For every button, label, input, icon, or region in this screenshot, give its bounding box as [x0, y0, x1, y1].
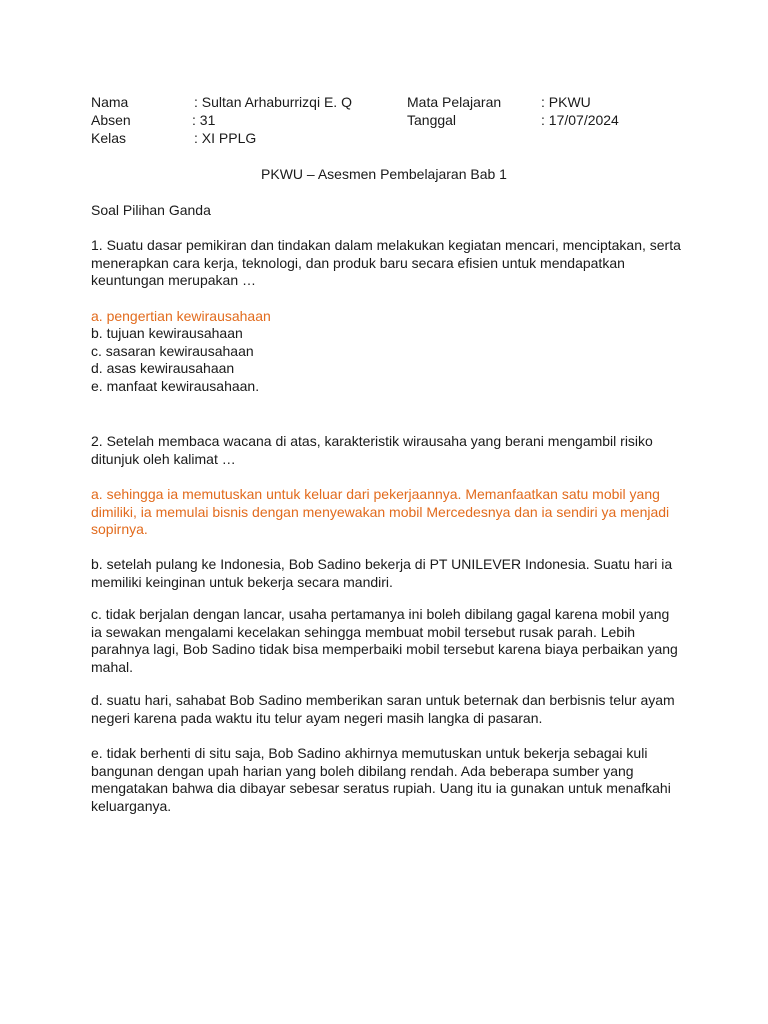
- q2-option-d: d. suatu hari, sahabat Bob Sadino memberikan saran untuk beternak dan berbisnis telur ayam negeri karena pada waktu itu telur ayam negeri masih langka di pasaran.: [91, 692, 675, 726]
- nama-label: Nama: [91, 94, 129, 110]
- kelas-label: Kelas: [91, 130, 127, 146]
- absen-value: : 31: [192, 112, 216, 128]
- q1-option-b: b. tujuan kewirausahaan: [91, 325, 243, 341]
- question-1: 1. Suatu dasar pemikiran dan tindakan dalam melakukan kegiatan mencari, menciptakan, serta menerapkan cara kerja, teknologi, dan produk baru secara efisien untuk mendapatkan keuntungan merupakan …: [91, 237, 681, 288]
- q1-option-d: d. asas kewirausahaan: [91, 360, 235, 376]
- nama-value: : Sultan Arhaburrizqi E. Q: [194, 94, 352, 110]
- tanggal-label: Tanggal: [407, 112, 457, 128]
- absen-label: Absen: [91, 112, 131, 128]
- kelas-value: : XI PPLG: [194, 130, 257, 146]
- q2-option-c: c. tidak berjalan dengan lancar, usaha pertamanya ini boleh dibilang gagal karena mobil yang ia sewakan mengalami kecelakan sehingga membuat mobil tersebut rusak parah. Lebih parahnya lagi, Bob Sadino tidak bisa memperbaiki mobil tersebut karena biaya perbaikan yang mahal.: [91, 606, 678, 675]
- section-title: Soal Pilihan Ganda: [91, 202, 211, 218]
- q2-option-a: a. sehingga ia memutuskan untuk keluar dari pekerjaannya. Memanfaatkan satu mobil yang dimiliki, ia memulai bisnis dengan menyewakan mobil Mercedesnya dan ia sendiri ya menjadi sopirnya.: [91, 486, 670, 537]
- q1-option-c: c. sasaran kewirausahaan: [91, 343, 254, 359]
- q2-option-e: e. tidak berhenti di situ saja, Bob Sadino akhirnya memutuskan untuk bekerja sebagai kuli bangunan dengan upah harian yang boleh dibilang rendah. Ada beberapa sumber yang mengatakan bahwa dia dibayar sebesar seratus rupiah. Uang itu ia gunakan untuk menafkahi keluarganya.: [91, 745, 671, 814]
- mapel-label: Mata Pelajaran: [407, 94, 502, 110]
- question-2: 2. Setelah membaca wacana di atas, karakteristik wirausaha yang berani mengambil risiko ditunjuk oleh kalimat …: [91, 433, 653, 467]
- tanggal-value: : 17/07/2024: [541, 112, 619, 128]
- q1-option-e: e. manfaat kewirausahaan.: [91, 378, 260, 394]
- mapel-value: : PKWU: [541, 94, 591, 110]
- document-title: PKWU – Asesmen Pembelajaran Bab 1: [261, 166, 507, 182]
- q1-option-a: a. pengertian kewirausahaan: [91, 308, 271, 324]
- q2-option-b: b. setelah pulang ke Indonesia, Bob Sadino bekerja di PT UNILEVER Indonesia. Suatu hari ia memiliki keinginan untuk bekerja secara mandiri.: [91, 556, 673, 590]
